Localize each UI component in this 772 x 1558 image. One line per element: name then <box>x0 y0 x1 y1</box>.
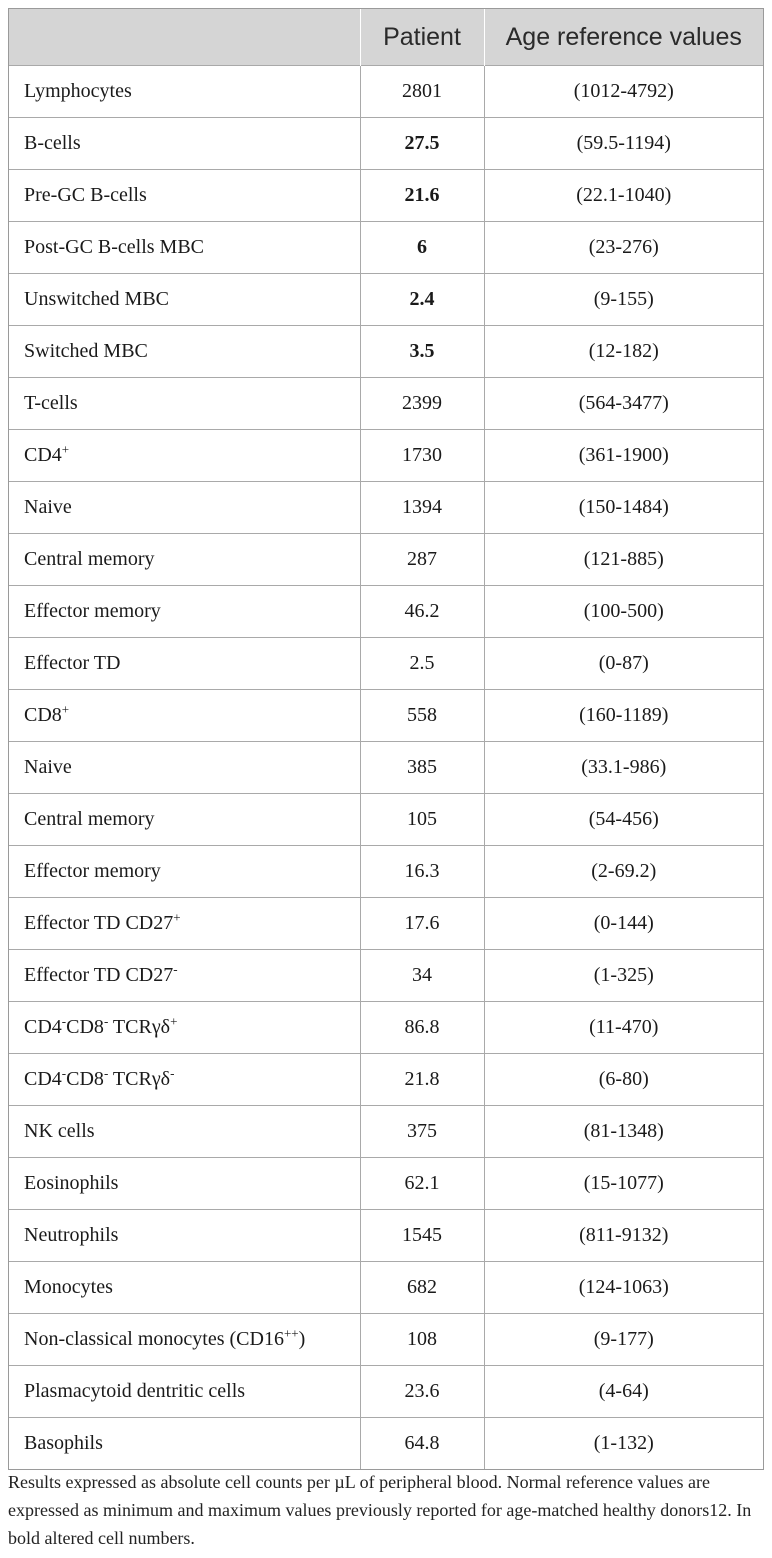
cell-type-label <box>9 482 360 534</box>
cell-type-text: Effector TD CD27 <box>24 912 174 934</box>
reference-range: (811-9132) <box>484 1210 763 1262</box>
cell-type-label <box>9 586 360 638</box>
cell-type-text: Pre-GC B-cells <box>24 184 147 206</box>
cell-type-text: Unswitched MBC <box>24 288 169 310</box>
patient-value: 62.1 <box>360 1158 484 1210</box>
patient-value: 21.8 <box>360 1054 484 1106</box>
cell-type-text: Effector TD <box>24 652 121 674</box>
cell-type-label <box>9 430 360 482</box>
table-row <box>9 118 763 170</box>
patient-value: 1394 <box>360 482 484 534</box>
header-cell-blank <box>9 9 360 66</box>
reference-range: (54-456) <box>484 794 763 846</box>
cell-type-text: TCRγδ <box>108 1068 171 1090</box>
cell-type-text: Neutrophils <box>24 1224 119 1246</box>
patient-value: 2399 <box>360 378 484 430</box>
table-row <box>9 898 763 950</box>
table-row <box>9 482 763 534</box>
reference-range: (12-182) <box>484 326 763 378</box>
header-cell-patient: Patient <box>360 9 484 66</box>
cell-type-text: CD8 <box>24 704 62 726</box>
header-row <box>9 9 763 66</box>
cell-type-label <box>9 950 360 1002</box>
reference-range: (160-1189) <box>484 690 763 742</box>
table-row <box>9 1002 763 1054</box>
patient-value: 6 <box>360 222 484 274</box>
cell-type-superscript: ++ <box>283 1325 299 1341</box>
cell-type-label <box>9 222 360 274</box>
cell-type-label <box>9 66 360 118</box>
patient-value: 1545 <box>360 1210 484 1262</box>
patient-value: 23.6 <box>360 1366 484 1418</box>
cell-type-label <box>9 1418 360 1470</box>
table-row <box>9 638 763 690</box>
cell-type-superscript: - <box>173 961 178 977</box>
patient-value: 385 <box>360 742 484 794</box>
table-row <box>9 378 763 430</box>
cell-type-superscript: - <box>170 1065 175 1081</box>
patient-value: 21.6 <box>360 170 484 222</box>
table-row <box>9 274 763 326</box>
table-row <box>9 1106 763 1158</box>
patient-value: 558 <box>360 690 484 742</box>
reference-range: (11-470) <box>484 1002 763 1054</box>
reference-range: (100-500) <box>484 586 763 638</box>
cell-type-label <box>9 794 360 846</box>
table-row <box>9 1210 763 1262</box>
reference-range: (1-132) <box>484 1418 763 1470</box>
cell-type-text: Non-classical monocytes (CD16 <box>24 1328 284 1350</box>
table-header <box>9 9 763 66</box>
table-row <box>9 586 763 638</box>
cell-type-text: Lymphocytes <box>24 80 132 102</box>
cell-type-label <box>9 638 360 690</box>
table-row <box>9 170 763 222</box>
reference-range: (121-885) <box>484 534 763 586</box>
patient-value: 16.3 <box>360 846 484 898</box>
cell-type-text: B-cells <box>24 132 81 154</box>
reference-range: (4-64) <box>484 1366 763 1418</box>
table-row <box>9 326 763 378</box>
patient-value: 1730 <box>360 430 484 482</box>
cell-type-text: Central memory <box>24 808 155 830</box>
cell-type-label <box>9 1106 360 1158</box>
table-row <box>9 534 763 586</box>
cell-type-text: Effector TD CD27 <box>24 964 174 986</box>
cell-type-text: Eosinophils <box>24 1172 119 1194</box>
cell-type-text: CD8 <box>66 1068 104 1090</box>
patient-value: 108 <box>360 1314 484 1366</box>
table-row <box>9 1158 763 1210</box>
patient-value: 86.8 <box>360 1002 484 1054</box>
reference-range: (1-325) <box>484 950 763 1002</box>
cell-type-text: CD4 <box>24 1068 62 1090</box>
reference-range: (6-80) <box>484 1054 763 1106</box>
reference-range: (22.1-1040) <box>484 170 763 222</box>
cell-type-text: Post-GC B-cells MBC <box>24 236 205 258</box>
cell-type-label <box>9 846 360 898</box>
reference-range: (150-1484) <box>484 482 763 534</box>
cell-type-label <box>9 1158 360 1210</box>
reference-range: (361-1900) <box>484 430 763 482</box>
table-row <box>9 950 763 1002</box>
table-row <box>9 66 763 118</box>
cell-type-label <box>9 1002 360 1054</box>
cell-type-superscript: - <box>103 1013 109 1029</box>
cell-type-label <box>9 170 360 222</box>
cell-type-superscript: - <box>61 1065 67 1081</box>
patient-value: 375 <box>360 1106 484 1158</box>
cell-type-label <box>9 118 360 170</box>
cell-type-text: CD8 <box>66 1016 104 1038</box>
cell-type-text: Naive <box>24 496 72 518</box>
header-cell-age-reference: Age reference values <box>484 9 763 66</box>
patient-value: 287 <box>360 534 484 586</box>
reference-range: (9-155) <box>484 274 763 326</box>
cell-type-label <box>9 274 360 326</box>
cell-type-label <box>9 898 360 950</box>
reference-range: (564-3477) <box>484 378 763 430</box>
reference-range: (81-1348) <box>484 1106 763 1158</box>
reference-range: (15-1077) <box>484 1158 763 1210</box>
cell-type-text: ) <box>298 1328 306 1350</box>
cell-type-text: Switched MBC <box>24 340 148 362</box>
cell-type-superscript: + <box>170 1013 178 1029</box>
patient-value: 682 <box>360 1262 484 1314</box>
table-row <box>9 1054 763 1106</box>
cell-count-table <box>9 9 763 1469</box>
reference-range: (124-1063) <box>484 1262 763 1314</box>
cell-type-text: Monocytes <box>24 1276 113 1298</box>
cell-type-text: T-cells <box>24 392 78 414</box>
cell-type-text: Effector memory <box>24 860 161 882</box>
patient-value: 3.5 <box>360 326 484 378</box>
table-row <box>9 1314 763 1366</box>
patient-value: 2.4 <box>360 274 484 326</box>
patient-value: 2.5 <box>360 638 484 690</box>
reference-range: (2-69.2) <box>484 846 763 898</box>
table-row <box>9 222 763 274</box>
cell-type-superscript: + <box>61 441 70 457</box>
table-row <box>9 690 763 742</box>
cell-type-text: Effector memory <box>24 600 161 622</box>
table-row <box>9 846 763 898</box>
table-row <box>9 794 763 846</box>
cell-type-label <box>9 1262 360 1314</box>
cell-type-label <box>9 690 360 742</box>
patient-value: 2801 <box>360 66 484 118</box>
cell-type-superscript: - <box>61 1013 67 1029</box>
cell-type-text: Naive <box>24 756 72 778</box>
patient-value: 17.6 <box>360 898 484 950</box>
cell-type-label <box>9 326 360 378</box>
cell-type-superscript: + <box>173 909 181 925</box>
patient-value: 64.8 <box>360 1418 484 1470</box>
cell-type-text: Basophils <box>24 1432 103 1454</box>
cell-type-label <box>9 742 360 794</box>
patient-value: 105 <box>360 794 484 846</box>
cell-type-text: NK cells <box>24 1120 95 1142</box>
cell-type-label <box>9 378 360 430</box>
table-row <box>9 742 763 794</box>
table-row <box>9 1262 763 1314</box>
reference-range: (23-276) <box>484 222 763 274</box>
reference-range: (33.1-986) <box>484 742 763 794</box>
data-table-container <box>8 8 764 1470</box>
reference-range: (9-177) <box>484 1314 763 1366</box>
table-row <box>9 1418 763 1470</box>
cell-type-superscript: - <box>103 1065 109 1081</box>
patient-value: 46.2 <box>360 586 484 638</box>
table-row <box>9 1366 763 1418</box>
cell-type-label <box>9 1366 360 1418</box>
cell-type-text: TCRγδ <box>108 1016 171 1038</box>
table-row <box>9 430 763 482</box>
cell-type-label <box>9 534 360 586</box>
cell-type-label <box>9 1210 360 1262</box>
cell-type-text: Central memory <box>24 548 155 570</box>
reference-range: (1012-4792) <box>484 66 763 118</box>
cell-type-text: Plasmacytoid dentritic cells <box>24 1380 246 1402</box>
table-body <box>9 66 763 1470</box>
reference-range: (0-87) <box>484 638 763 690</box>
reference-range: (0-144) <box>484 898 763 950</box>
reference-range: (59.5-1194) <box>484 118 763 170</box>
cell-type-label <box>9 1314 360 1366</box>
cell-type-text: CD4 <box>24 444 62 466</box>
cell-type-text: CD4 <box>24 1016 62 1038</box>
cell-type-superscript: + <box>61 701 70 717</box>
cell-type-label <box>9 1054 360 1106</box>
patient-value: 34 <box>360 950 484 1002</box>
patient-value: 27.5 <box>360 118 484 170</box>
table-footnote: Results expressed as absolute cell counts per µL of peripheral blood. Normal reference values are expressed as minimum and maximum values previously reported for age-matched healthy donors12. In bold altered cell numbers. <box>8 1472 752 1548</box>
